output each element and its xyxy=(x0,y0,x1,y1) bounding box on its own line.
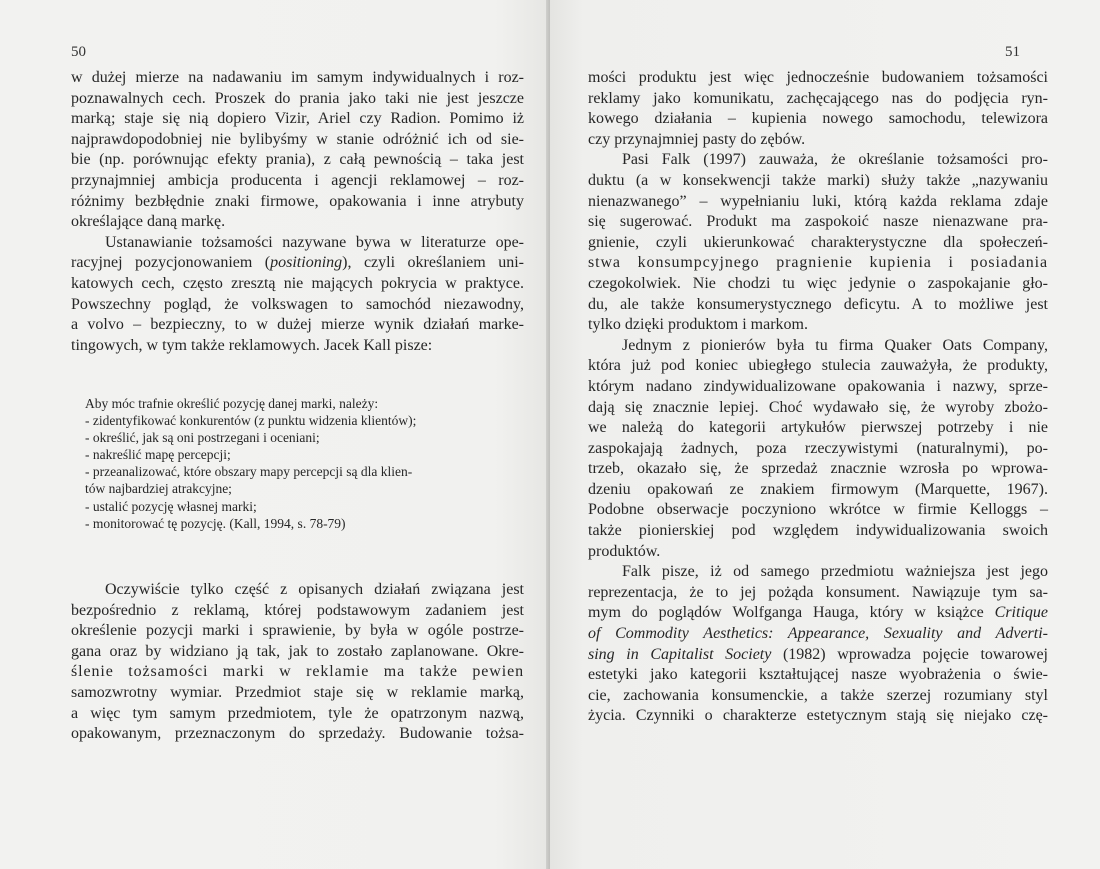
text-line: także pionierskiej pod względem indywidualizowania swoich xyxy=(588,522,1048,540)
text-line-italic-mix xyxy=(588,645,1048,666)
text-line: we należą do kategorii artykułów pierwszej potrzeby i nie xyxy=(588,419,1048,437)
block-quote xyxy=(85,395,465,532)
text-line: samozwrotny wymiar. Przedmiot staje się w reklamie marką, xyxy=(71,683,524,701)
text-line: stwa konsumpcyjnego pragnienie kupienia i posiadania xyxy=(588,254,1048,272)
text-line: zaspokajają żadnych, poza rzeczywistymi (naturalnymi), po- xyxy=(588,439,1048,457)
text-line: mości produktu jest więc jednocześnie budowaniem tożsamości xyxy=(588,69,1048,86)
text-line: duktu (a w konsekwencji także marki) służy także „nazywaniu xyxy=(588,171,1048,189)
text-line: dają się znacznie lepiej. Choć wydawało się, że wyroby zbożo- xyxy=(588,398,1048,416)
text-line: określenie pozycji marki i sprawienie, by była w ogóle postrze- xyxy=(71,622,524,640)
text-line: a więc tym samym przedmiotem, tyle że opatrzonym nazwą, xyxy=(71,704,524,722)
text-line: katowych cech, często zresztą nie mających pokrycia w praktyce. xyxy=(71,274,524,292)
text-line: trzeb, okazało się, że sprzedaż znacznie wzrosła po wprowa- xyxy=(588,460,1048,478)
italic-term: positioning xyxy=(270,254,343,272)
text-line: bezpośrednio z reklamą, której podstawowym zadaniem jest xyxy=(71,601,524,619)
text-line: nienazwanego” – wypełnianiu luki, którą każda reklama zdaje xyxy=(588,192,1048,210)
quote-line: - zidentyfikować konkurentów (z punktu widzenia klientów); xyxy=(85,413,417,429)
text-line: bie (np. porównując efekty prania), z całą pewnością – taka jest xyxy=(71,151,524,169)
text-line: przynajmniej ambicja producenta i agencji reklamowej – roz- xyxy=(71,171,524,189)
text-line: gana oraz by widziano ją tak, jak to zostało zaplanowane. Okre- xyxy=(71,642,524,660)
text-line: najprawdopodobniej nie bylibyśmy w stanie odróżnić ich od sie- xyxy=(71,130,524,148)
text-line: opakowanym, przeznaczonym do sprzedaży. Budowanie tożsa- xyxy=(71,725,524,743)
text-line: kowego działania – kupienia nowego samochodu, telewizora xyxy=(588,110,1048,128)
left-paragraph-1 xyxy=(71,68,524,356)
text-line: reprezentacja, że to jej pożąda konsument. Nawiązuje tym sa- xyxy=(588,583,1048,601)
text-line: Jednym z pionierów była tu firma Quaker Oats Company, xyxy=(622,336,1048,354)
text-line: poznawalnych cech. Proszek do prania jako taki nie jest jeszcze xyxy=(71,89,524,107)
text-line: reklamy jako komunikatu, zachęcającego nas do podjęcia ryn- xyxy=(588,89,1048,107)
text-line: dzeniu opakowań ze znakiem firmowym (Marquette, 1967). xyxy=(588,480,1048,498)
text-line: Oczywiście tylko część z opisanych działań związana jest xyxy=(105,581,524,598)
text-line: tylko dzięki produktom i markom. xyxy=(588,316,808,334)
text-line: ślenie tożsamości marki w reklamie ma także pewien xyxy=(71,663,524,681)
text-line: życia. Czynniki o charakterze estetycznym stają się niejako czę- xyxy=(588,707,1048,725)
text-line: Podobne obserwacje poczyniono wkrótce w firmie Kelloggs – xyxy=(588,501,1048,519)
quote-line: Aby móc trafnie określić pozycję danej marki, należy: xyxy=(85,396,379,411)
left-paragraph-3 xyxy=(71,580,524,745)
text-line: czy przynajmniej pasty do zębów. xyxy=(588,130,806,148)
page-number-left: 50 xyxy=(71,44,86,60)
text-line: Ustanawianie tożsamości nazywane bywa w literaturze ope- xyxy=(105,233,524,251)
text-line: różnimy bezbłędnie znaki firmowe, opakowania i inne atrybuty xyxy=(71,192,524,210)
right-text-block xyxy=(588,68,1048,727)
text-line: gnienie, czyli ukierunkować charakterystyczne dla społeczeń- xyxy=(588,233,1048,251)
quote-line: - nakreślić mapę percepcji; xyxy=(85,447,231,463)
text-line: która już pod koniec ubiegłego stulecia zauważyła, że produkty, xyxy=(588,357,1048,375)
quote-line: - przeanalizować, które obszary mapy percepcji są dla klien- xyxy=(85,464,413,480)
book-title-italic: Critique xyxy=(994,604,1048,622)
quote-line: - określić, jak są oni postrzegani i oceniani; xyxy=(85,430,320,446)
text-line: w dużej mierze na nadawaniu im samym indywidualnych i roz- xyxy=(71,69,524,86)
text-segment: (1982) wprowadza pojęcie towarowej xyxy=(771,645,1049,663)
page-number-right: 51 xyxy=(1005,44,1020,60)
quote-line: - ustalić pozycję własnej marki; xyxy=(85,498,257,514)
text-line-italic-mix xyxy=(588,603,1048,624)
text-line: określające daną markę. xyxy=(71,213,226,231)
text-line: się sugerować. Produkt ma zaspokoić nasze nienazwane pra- xyxy=(588,213,1048,231)
text-line: Powszechny pogląd, że volkswagen to samochód niezawodny, xyxy=(71,295,524,313)
text-segment: ), czyli określaniem uni- xyxy=(342,254,524,272)
text-line: czegokolwiek. Nie chodzi tu więc jedynie o zaspokajanie gło- xyxy=(588,274,1048,292)
right-page xyxy=(550,0,1100,869)
text-line: du, ale także konsumerystycznego deficytu. A to możliwe jest xyxy=(588,295,1048,313)
text-line: a volvo – bezpieczny, to w dużej mierze wynik działań marke- xyxy=(71,316,524,334)
text-line-italic-mix xyxy=(71,253,524,274)
text-segment: mym do poglądów Wolfganga Hauga, który w książce xyxy=(588,604,995,622)
book-title-italic: of Commodity Aesthetics: Appearance, Sexuality and Adverti- xyxy=(588,625,1048,643)
text-line: Falk pisze, iż od samego przedmiotu ważniejsza jest jego xyxy=(622,563,1048,581)
quote-line: - monitorować tę pozycję. (Kall, 1994, s. 78-79) xyxy=(85,515,346,531)
text-line: produktów. xyxy=(588,542,661,560)
text-line: estetyki jako kategorii kształtującej nasze wyobrażenia o świe- xyxy=(588,666,1048,684)
text-line: tingowych, w tym także reklamowych. Jacek Kall pisze: xyxy=(71,336,433,354)
quote-line: tów najbardziej atrakcyjne; xyxy=(85,481,232,497)
text-line: marką; staje się nią dopiero Vizir, Ariel czy Radion. Pomimo iż xyxy=(71,110,524,128)
text-line: Pasi Falk (1997) zauważa, że określanie tożsamości pro- xyxy=(622,151,1048,169)
text-line: którym nadano zindywidualizowane opakowania i nazwy, sprze- xyxy=(588,377,1048,395)
text-segment: racyjnej pozycjonowaniem ( xyxy=(71,254,271,272)
book-title-italic: sing in Capitalist Society xyxy=(588,645,772,663)
text-line: cie, zachowania konsumenckie, a także szerzej rozumiany styl xyxy=(588,686,1048,704)
